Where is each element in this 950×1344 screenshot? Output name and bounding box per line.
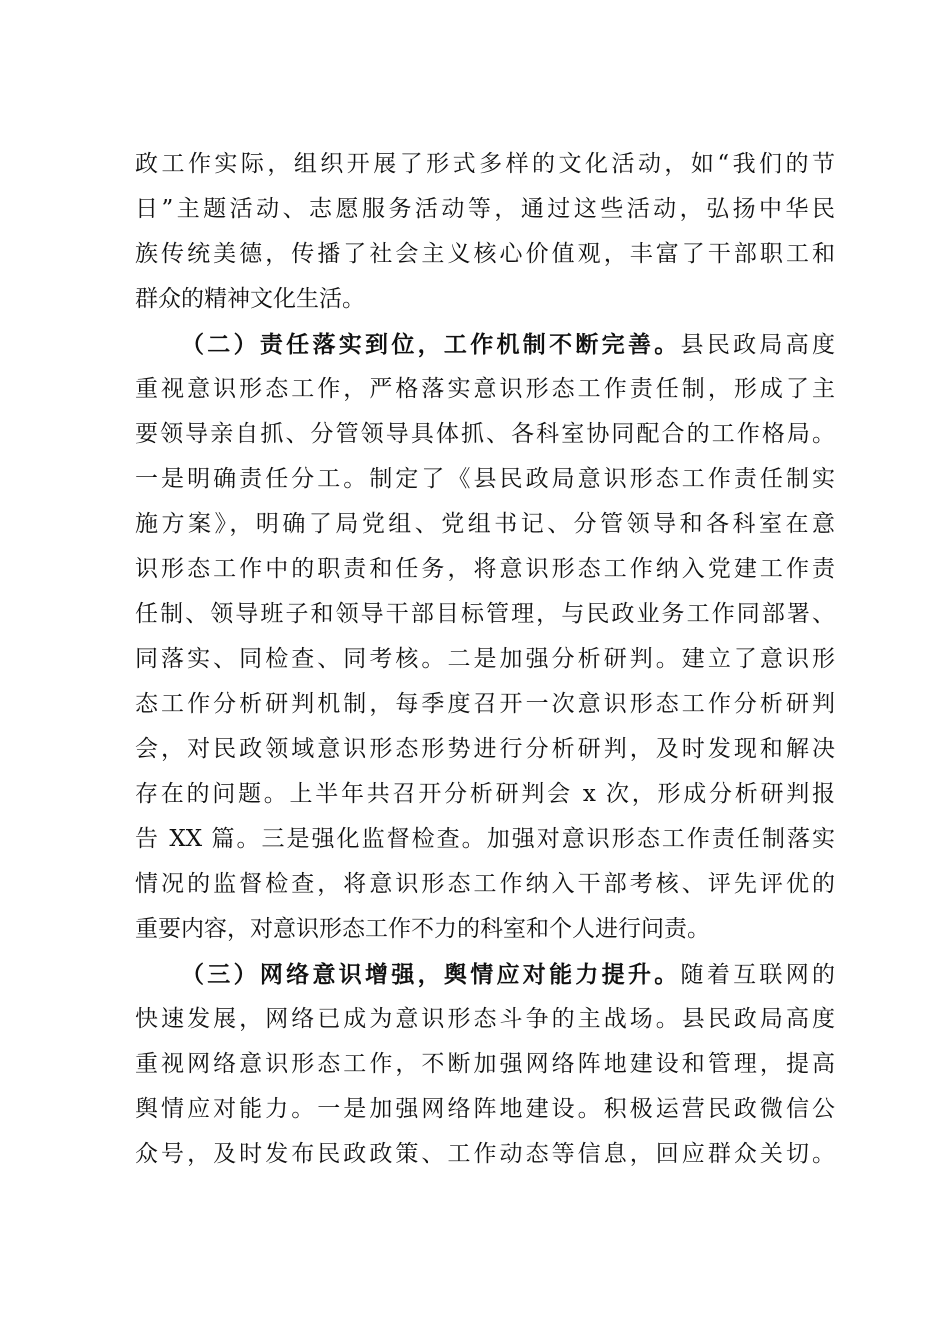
text-line: 态工作分析研判机制，每季度召开一次意识形态工作分析研判 [135, 691, 835, 717]
text-line: 同落实、同检查、同考核。二是加强分析研判。建立了意识形 [135, 646, 835, 672]
text-line: 一是明确责任分工。制定了《县民政局意识形态工作责任制实 [135, 466, 835, 492]
text-line: 群众的精神文化生活。 [135, 286, 365, 312]
text-line: 日”主题活动、志愿服务活动等，通过这些活动，弘扬中华民 [135, 196, 835, 222]
text-run: 随着互联网的 [680, 962, 836, 988]
paragraph-first-line [135, 322, 835, 367]
text-line: 众号，及时发布民政政策、工作动态等信息，回应群众关切。 [135, 1141, 835, 1167]
paragraph-2 [135, 322, 835, 952]
text-line: 识形态工作中的职责和任务，将意识形态工作纳入党建工作责 [135, 556, 835, 582]
text-line: 重要内容，对意识形态工作不力的科室和个人进行问责。 [135, 916, 710, 942]
text-line: 任制、领导班子和领导干部目标管理，与民政业务工作同部署、 [135, 601, 835, 627]
text-line: 施方案》，明确了局党组、党组书记、分管领导和各科室在意 [135, 511, 835, 537]
paragraph-1 [135, 142, 835, 322]
section-heading: （三）网络意识增强，舆情应对能力提升。 [181, 961, 681, 988]
text-line: 会，对民政领域意识形态形势进行分析研判，及时发现和解决 [135, 736, 835, 762]
body-text [135, 142, 835, 1177]
text-run: 县民政局高度 [680, 332, 836, 358]
text-line: 政工作实际，组织开展了形式多样的文化活动，如“我们的节 [135, 151, 835, 177]
text-line: 舆情应对能力。一是加强网络阵地建设。积极运营民政微信公 [135, 1096, 835, 1122]
text-line: 要领导亲自抓、分管领导具体抓、各科室协同配合的工作格局。 [135, 421, 835, 447]
paragraph-first-line [135, 952, 835, 997]
section-heading: （二）责任落实到位，工作机制不断完善。 [181, 331, 681, 358]
text-line: 情况的监督检查，将意识形态工作纳入干部考核、评先评优的 [135, 871, 835, 897]
text-line: 族传统美德，传播了社会主义核心价值观，丰富了干部职工和 [135, 241, 835, 267]
text-line: 存在的问题。上半年共召开分析研判会 x 次，形成分析研判报 [135, 781, 835, 807]
paragraph-3 [135, 952, 835, 1177]
text-line: 告 XX 篇。三是强化监督检查。加强对意识形态工作责任制落实 [135, 826, 835, 852]
text-line: 重视网络意识形态工作，不断加强网络阵地建设和管理，提高 [135, 1051, 835, 1077]
text-line: 快速发展，网络已成为意识形态斗争的主战场。县民政局高度 [135, 1006, 835, 1032]
text-line: 重视意识形态工作，严格落实意识形态工作责任制，形成了主 [135, 376, 835, 402]
